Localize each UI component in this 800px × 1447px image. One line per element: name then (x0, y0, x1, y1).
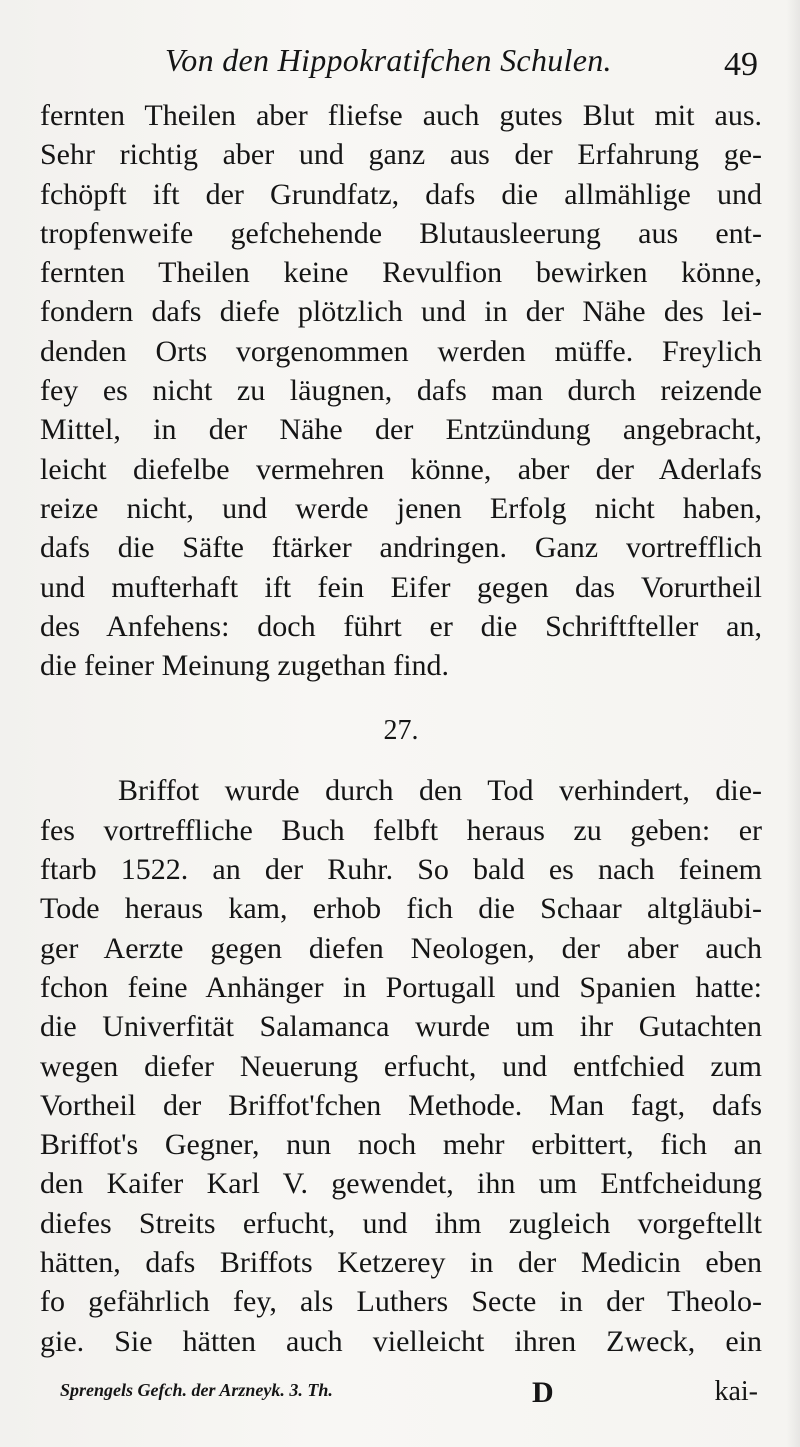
running-title: Von den Hippokratifchen Schulen. (165, 42, 612, 78)
text-line: des Anfehens: doch führt er die Schriftfteller an, (40, 609, 762, 643)
text-line: Vortheil der Briffot'fchen Methode. Man fagt, dafs (40, 1088, 762, 1122)
paragraph-1 (40, 96, 762, 685)
text-line: fchon feine Anhänger in Portugall und Spanien hatte: (40, 970, 762, 1004)
text-line: ftarb 1522. an der Ruhr. So bald es nach feinem (40, 853, 762, 887)
text-line: Briffot wurde durch den Tod verhindert, die- (118, 774, 762, 808)
page-number: 49 (724, 46, 758, 83)
text-line: Briffot's Gegner, nun noch mehr erbittert, fich an (40, 1128, 762, 1162)
signature-mark: D (532, 1376, 554, 1409)
text-line: hätten, dafs Briffots Ketzerey in der Medicin eben (40, 1246, 762, 1280)
text-line: gie. Sie hätten auch vielleicht ihren Zweck, ein (40, 1324, 762, 1358)
text-line: diefes Streits erfucht, und ihm zugleich vorgeftellt (40, 1206, 762, 1240)
text-line: denden Orts vorgenommen werden müffe. Freylich (40, 334, 762, 368)
text-line: fernten Theilen keine Revulfion bewirken könne, (40, 256, 762, 290)
text-line: leicht diefelbe vermehren könne, aber der Aderlafs (40, 452, 762, 486)
page-footer (60, 1376, 760, 1416)
text-line: fondern dafs diefe plötzlich und in der Nähe des lei- (40, 295, 762, 329)
text-line: fo gefährlich fey, als Luthers Secte in der Theolo- (40, 1285, 762, 1319)
signature-footnote: Sprengels Gefch. der Arzneyk. 3. Th. (60, 1380, 333, 1400)
text-line: Mittel, in der Nähe der Entzündung angebracht, (40, 413, 762, 447)
text-line: fernten Theilen aber fliefse auch gutes Blut mit aus. (40, 99, 762, 132)
text-line: fey es nicht zu läugnen, dafs man durch reizende (40, 374, 762, 408)
text-line: dafs die Säfte ftärker andringen. Ganz vortrefflich (40, 531, 762, 565)
text-line: tropfenweife gefchehende Blutausleerung aus ent- (40, 216, 762, 250)
text-line: fchöpft ift der Grundfatz, dafs die allmählige und (40, 177, 762, 211)
text-line: und mufterhaft ift fein Eifer gegen das Vorurtheil (40, 570, 762, 604)
text-line: den Kaifer Karl V. gewendet, ihn um Entfcheidung (40, 1167, 762, 1201)
body-text (40, 96, 762, 1361)
text-line: Sehr richtig aber und ganz aus der Erfahrung ge- (40, 138, 762, 172)
paragraph-2 (40, 771, 762, 1360)
text-line: fes vortreffliche Buch felbft heraus zu geben: er (40, 813, 762, 847)
text-line: reize nicht, und werde jenen Erfolg nicht haben, (40, 491, 762, 525)
text-line: wegen diefer Neuerung erfucht, und entfchied zum (40, 1049, 762, 1083)
section-number: 27. (383, 715, 419, 747)
page-header (40, 40, 760, 90)
catchword: kai- (714, 1376, 758, 1407)
text-line: die feiner Meinung zugethan find. (40, 649, 450, 683)
text-line: Tode heraus kam, erhob fich die Schaar altgläubi- (40, 892, 762, 926)
text-line: die Univerfität Salamanca wurde um ihr Gutachten (40, 1010, 762, 1044)
text-line: ger Aerzte gegen diefen Neologen, der aber auch (40, 931, 762, 965)
page-edge-shadow (786, 0, 800, 1447)
